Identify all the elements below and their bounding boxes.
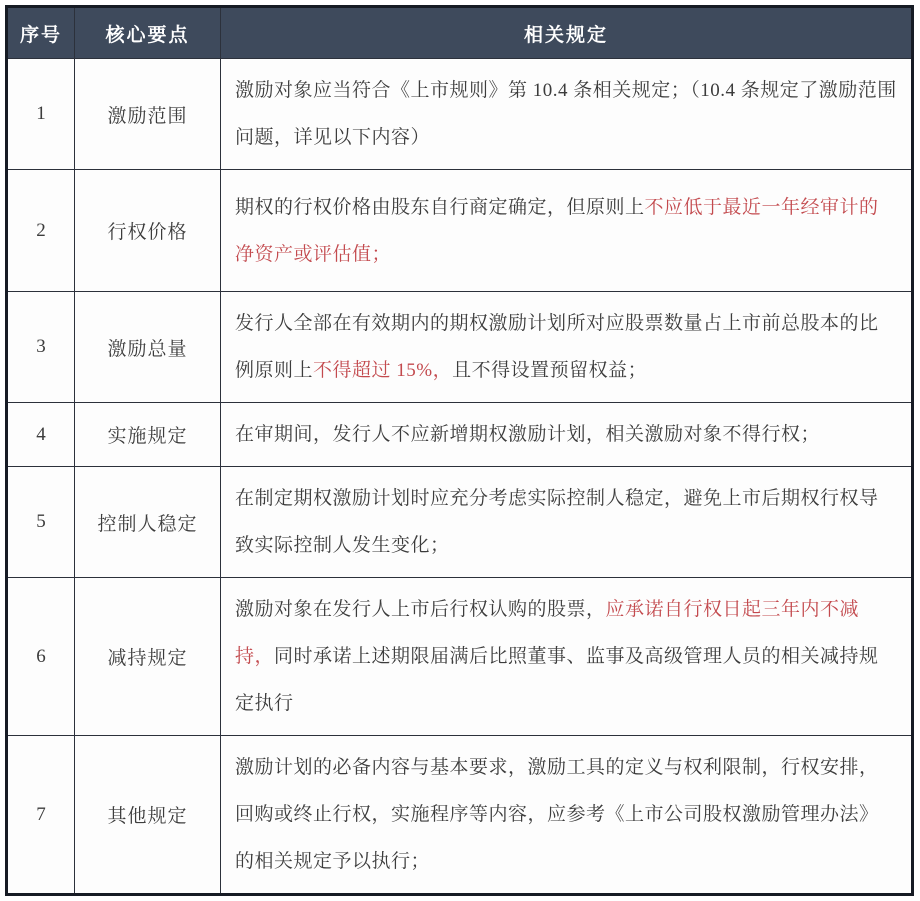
table-row [7,467,913,578]
row-number: 2 [7,170,75,292]
regulation-cell [221,59,913,170]
core-point-cell: 其他规定 [75,736,221,895]
row-number: 7 [7,736,75,895]
row-number: 5 [7,467,75,578]
col-header-core-point: 核心要点 [75,7,221,59]
table-row [7,292,913,403]
regulation-cell [221,403,913,467]
regulation-text: 同时承诺上述期限届满后比照董事、监事及高级管理人员的相关减持规定执行 [235,646,879,714]
highlighted-regulation-text: 不应低于最近一年经审计的净资产或评估值； [235,196,879,265]
regulation-text: 期权的行权价格由股东自行商定确定，但原则上 [235,196,645,218]
regulation-cell [221,292,913,403]
col-header-number: 序号 [7,7,75,59]
core-point-cell: 行权价格 [75,170,221,292]
regulation-text: 且不得设置预留权益； [452,360,648,381]
regulation-text: 激励计划的必备内容与基本要求，激励工具的定义与权利限制，行权安排，回购或终止行权，实施程序等内容，应参考《上市公司股权激励管理办法》的相关规定予以执行； [235,757,879,872]
table-row [7,403,913,467]
core-point-cell: 实施规定 [75,403,221,467]
core-point-cell: 控制人稳定 [75,467,221,578]
highlighted-regulation-text: 不得超过 15%， [313,360,453,381]
regulation-cell [221,170,913,292]
regulation-text: 发行人全部在有效期内的期权激励计划所对应股票数量占上市前总股本的比例原则上 [235,313,879,381]
regulation-cell [221,736,913,895]
regulation-text: 激励对象在发行人上市后行权认购的股票， [235,599,606,620]
table-row [7,170,913,292]
row-number: 1 [7,59,75,170]
regulation-cell [221,578,913,736]
regulation-text: 在审期间，发行人不应新增期权激励计划，相关激励对象不得行权； [235,424,821,445]
regulations-table [5,5,914,896]
header-row [7,7,913,59]
regulation-text: 激励对象应当符合《上市规则》第 10.4 条相关规定；（10.4 条规定了激励范围问题，详见以下内容） [235,80,897,148]
core-point-cell: 减持规定 [75,578,221,736]
row-number: 3 [7,292,75,403]
core-point-cell: 激励总量 [75,292,221,403]
regulation-text: 在制定期权激励计划时应充分考虑实际控制人稳定，避免上市后期权行权导致实际控制人发生变化； [235,488,879,556]
highlighted-regulation-text: 应承诺自行权日起三年内不减持， [235,599,860,667]
row-number: 4 [7,403,75,467]
col-header-regulation: 相关规定 [221,7,913,59]
core-point-cell: 激励范围 [75,59,221,170]
row-number: 6 [7,578,75,736]
table-row [7,59,913,170]
table-row [7,578,913,736]
regulation-cell [221,467,913,578]
table-row [7,736,913,895]
